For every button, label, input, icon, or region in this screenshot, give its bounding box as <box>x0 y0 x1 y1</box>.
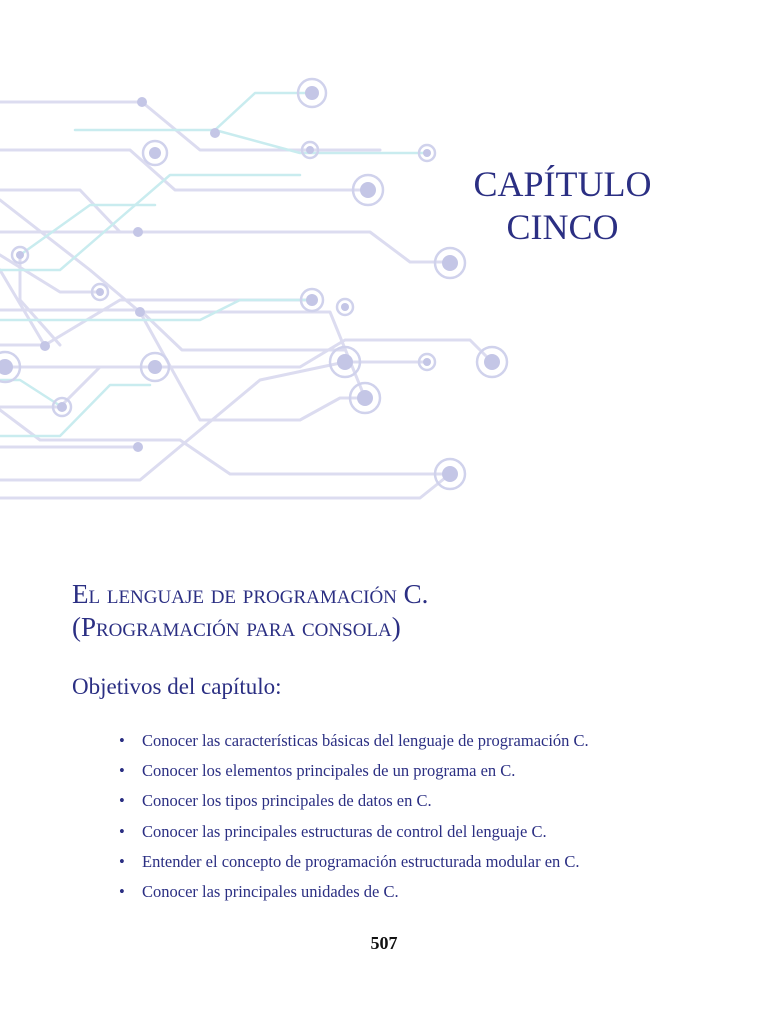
list-item-text: Conocer las principales estructuras de control del lenguaje C. <box>142 821 547 841</box>
bullet-icon: • <box>119 791 125 811</box>
bullet-icon: • <box>119 821 125 841</box>
section-title-line-1: El lenguaje de programación C. <box>72 579 429 609</box>
list-item <box>119 726 739 756</box>
bullet-icon: • <box>119 851 125 871</box>
section-title-line-2: (Programación para consola) <box>72 612 401 642</box>
list-item <box>119 877 739 907</box>
list-item-text: Entender el concepto de programación estructurada modular en C. <box>142 851 580 871</box>
page-number: 507 <box>370 933 398 953</box>
chapter-label: CAPÍTULO <box>473 164 652 204</box>
list-item-text: Conocer las principales unidades de C. <box>142 882 399 902</box>
list-item <box>119 756 739 786</box>
list-item <box>119 847 739 877</box>
list-item-text: Conocer los tipos principales de datos en C. <box>142 791 432 811</box>
objectives-heading: Objetivos del capítulo: <box>72 674 282 699</box>
list-item <box>119 817 739 847</box>
section-title <box>72 578 732 644</box>
list-item <box>119 786 739 816</box>
list-item-text: Conocer los elementos principales de un programa en C. <box>142 761 516 781</box>
bullet-icon: • <box>119 761 125 781</box>
list-item-text: Conocer las características básicas del lenguaje de programación C. <box>142 731 589 750</box>
chapter-number: CINCO <box>506 207 619 247</box>
bullet-icon: • <box>119 882 125 902</box>
bullet-icon: • <box>119 731 125 750</box>
chapter-title <box>440 163 685 249</box>
objectives-list <box>119 726 739 907</box>
